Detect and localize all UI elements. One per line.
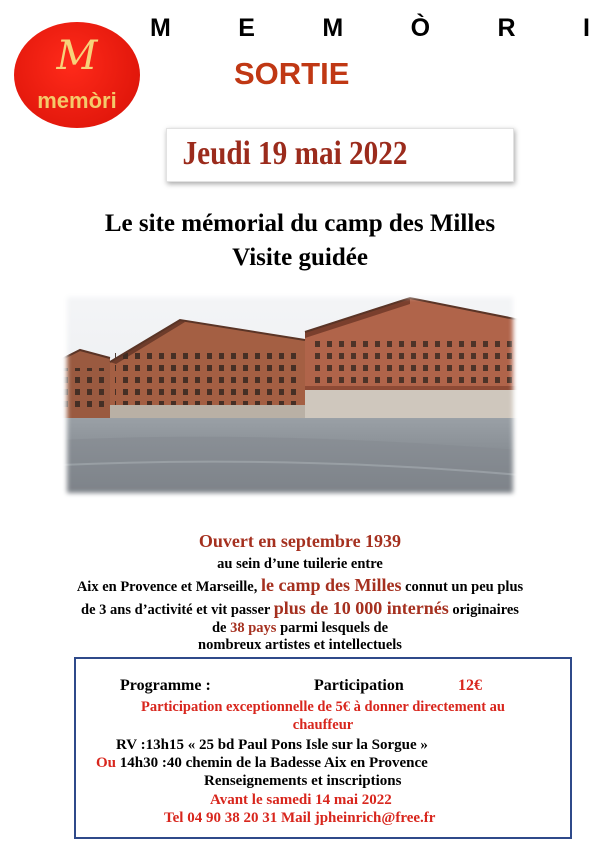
- highlight-internees: plus de 10 000 internés: [273, 598, 449, 618]
- text-fragment: de 3 ans d’activité et vit passer: [81, 602, 274, 618]
- info-registration: Renseignements et inscriptions: [204, 773, 402, 789]
- memori-logo: [14, 22, 140, 128]
- brand-letter: R: [497, 14, 516, 42]
- event-date: Jeudi 19 mai 2022: [182, 135, 408, 172]
- exceptional-participation: Participation exceptionnelle de 5€ à donner directement au: [141, 699, 505, 715]
- price: 12€: [458, 677, 482, 694]
- description-line: nombreux artistes et intellectuels: [198, 637, 402, 653]
- meeting-point-2: [96, 755, 428, 772]
- logo-wordmark: memòri: [37, 88, 117, 113]
- description-line: au sein d’une tuilerie entre: [217, 556, 383, 572]
- description-headline: [0, 531, 600, 552]
- highlight-camp: le camp des Milles: [260, 575, 402, 595]
- sortie-heading: SORTIE: [234, 56, 350, 91]
- description-line: [0, 598, 600, 619]
- brand-letter: M: [322, 14, 344, 42]
- brand-letter: I: [583, 14, 590, 42]
- exceptional-participation-cont: chauffeur: [292, 717, 354, 733]
- event-subtitle: Visite guidée: [232, 244, 368, 271]
- opening-date: Ouvert en septembre 1939: [198, 531, 402, 551]
- programme-label: Programme :: [120, 677, 211, 694]
- participation-label: Participation: [314, 677, 404, 694]
- meeting-point-1: RV :13h15 « 25 bd Paul Pons Isle sur la Sorgue »: [116, 737, 428, 753]
- text-fragment: de: [211, 620, 231, 636]
- brand-letter: M: [150, 14, 171, 42]
- brand-title: [150, 14, 590, 43]
- text-fragment: Aix en Provence et Marseille,: [76, 579, 261, 595]
- programme-box: [74, 657, 572, 839]
- deadline: Avant le samedi 14 mai 2022: [210, 792, 392, 808]
- text-fragment: parmi lesquels de: [276, 620, 389, 636]
- or-label: Ou: [96, 755, 117, 771]
- brand-letter: E: [238, 14, 255, 42]
- logo-monogram: M: [56, 33, 98, 79]
- text-fragment: connut un peu plus: [401, 579, 524, 595]
- date-box: [166, 128, 514, 182]
- event-title: Le site mémorial du camp des Milles: [104, 210, 496, 237]
- camp-des-milles-photo: [60, 290, 520, 500]
- brand-letter: Ò: [410, 14, 431, 42]
- description-line: [0, 575, 600, 596]
- meeting-point-2-text: 14h30 :40 chemin de la Badesse Aix en Provence: [116, 755, 428, 771]
- text-fragment: originaires: [448, 602, 519, 618]
- highlight-countries: 38 pays: [230, 620, 277, 636]
- contact-info: Tel 04 90 38 20 31 Mail jpheinrich@free.fr: [164, 810, 436, 826]
- description-line: [0, 620, 600, 637]
